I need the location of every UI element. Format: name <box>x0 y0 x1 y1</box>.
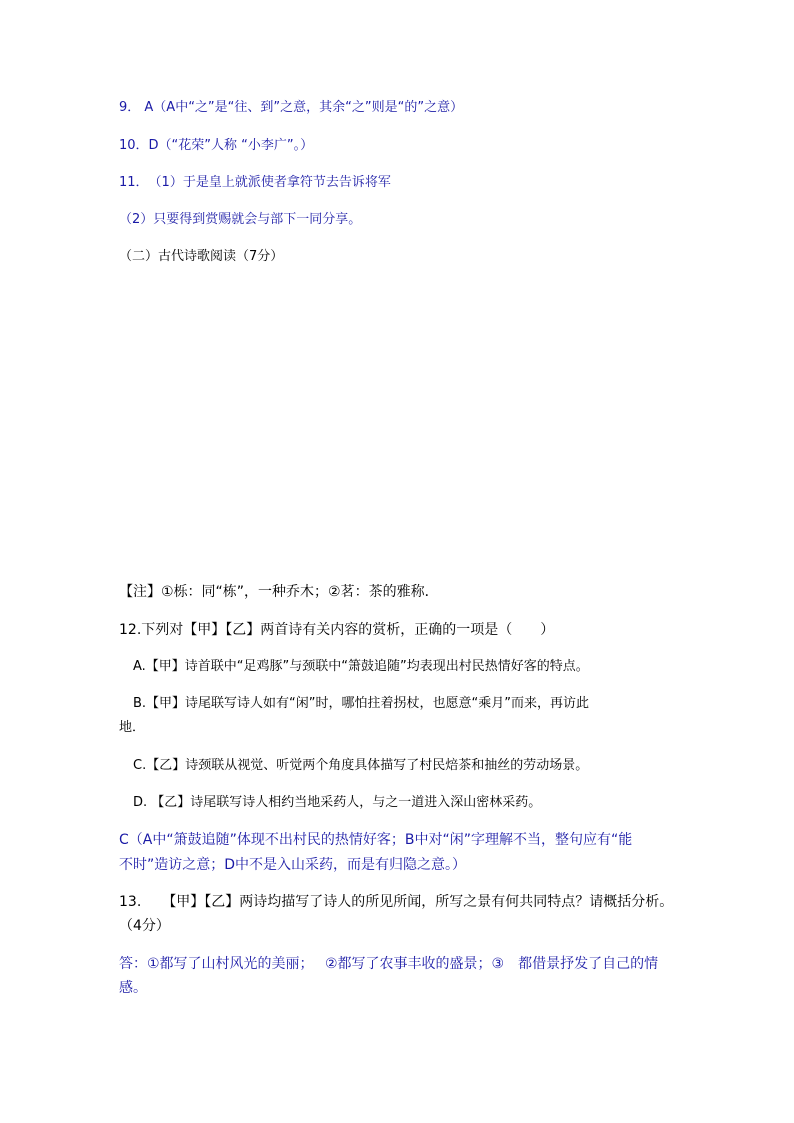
question-12-stem: 12.下列对【甲】【乙】两首诗有关内容的赏析，正确的一项是（ ） <box>119 622 555 638</box>
answer-q9: 9． A（A中“之”是“往、到”之意，其余“之”则是“的”之意） <box>119 100 464 115</box>
question-13-stem-line2: （4分） <box>119 918 170 934</box>
answer-q11-2: （2）只要得到赏赐就会与部下一同分享。 <box>119 212 362 227</box>
question-12-answer-line2: 不时”造访之意；D中不是入山采药，而是有归隐之意。） <box>119 857 467 873</box>
question-12-option-b-line1: B.【甲】诗尾联写诗人如有“闲”时，哪怕拄着拐杖，也愿意“乘月”而来，再访此 <box>133 696 589 711</box>
question-12-option-a: A.【甲】诗首联中“足鸡豚”与颈联中“箫鼓追随”均表现出村民热情好客的特点。 <box>133 659 589 674</box>
question-13-answer-line1: 答：①都写了山村风光的美丽； ②都写了农事丰收的盛景；③ 都借景抒发了自己的情 <box>119 956 659 972</box>
section-title: （二）古代诗歌阅读（7分） <box>119 249 284 264</box>
question-13-answer-line2: 感。 <box>119 980 147 996</box>
question-12-option-d: D. 【乙】诗尾联写诗人相约当地采药人，与之一道进入深山密林采药。 <box>133 795 542 810</box>
question-12-option-c: C.【乙】诗颈联从视觉、听觉两个角度具体描写了村民焙茶和抽丝的劳动场景。 <box>133 758 589 773</box>
question-12-option-b-line2: 地． <box>119 720 146 735</box>
question-13-stem-line1: 13. 【甲】【乙】两诗均描写了诗人的所见所闻，所写之景有何共同特点？请概括分析。 <box>119 894 674 910</box>
question-12-answer-line1: C（A中“箫鼓追随”体现不出村民的热情好客；B中对“闲”字理解不当，整句应有“能 <box>119 832 633 848</box>
poem-note: 【注】①栎：同“栋”，一种乔木；②茗：茶的雅称． <box>119 584 439 600</box>
answer-q11-1: 11． （1）于是皇上就派使者拿符节去告诉将军 <box>119 175 391 190</box>
answer-q10: 10．D（“花荣”人称 “小李广”。） <box>119 138 314 153</box>
